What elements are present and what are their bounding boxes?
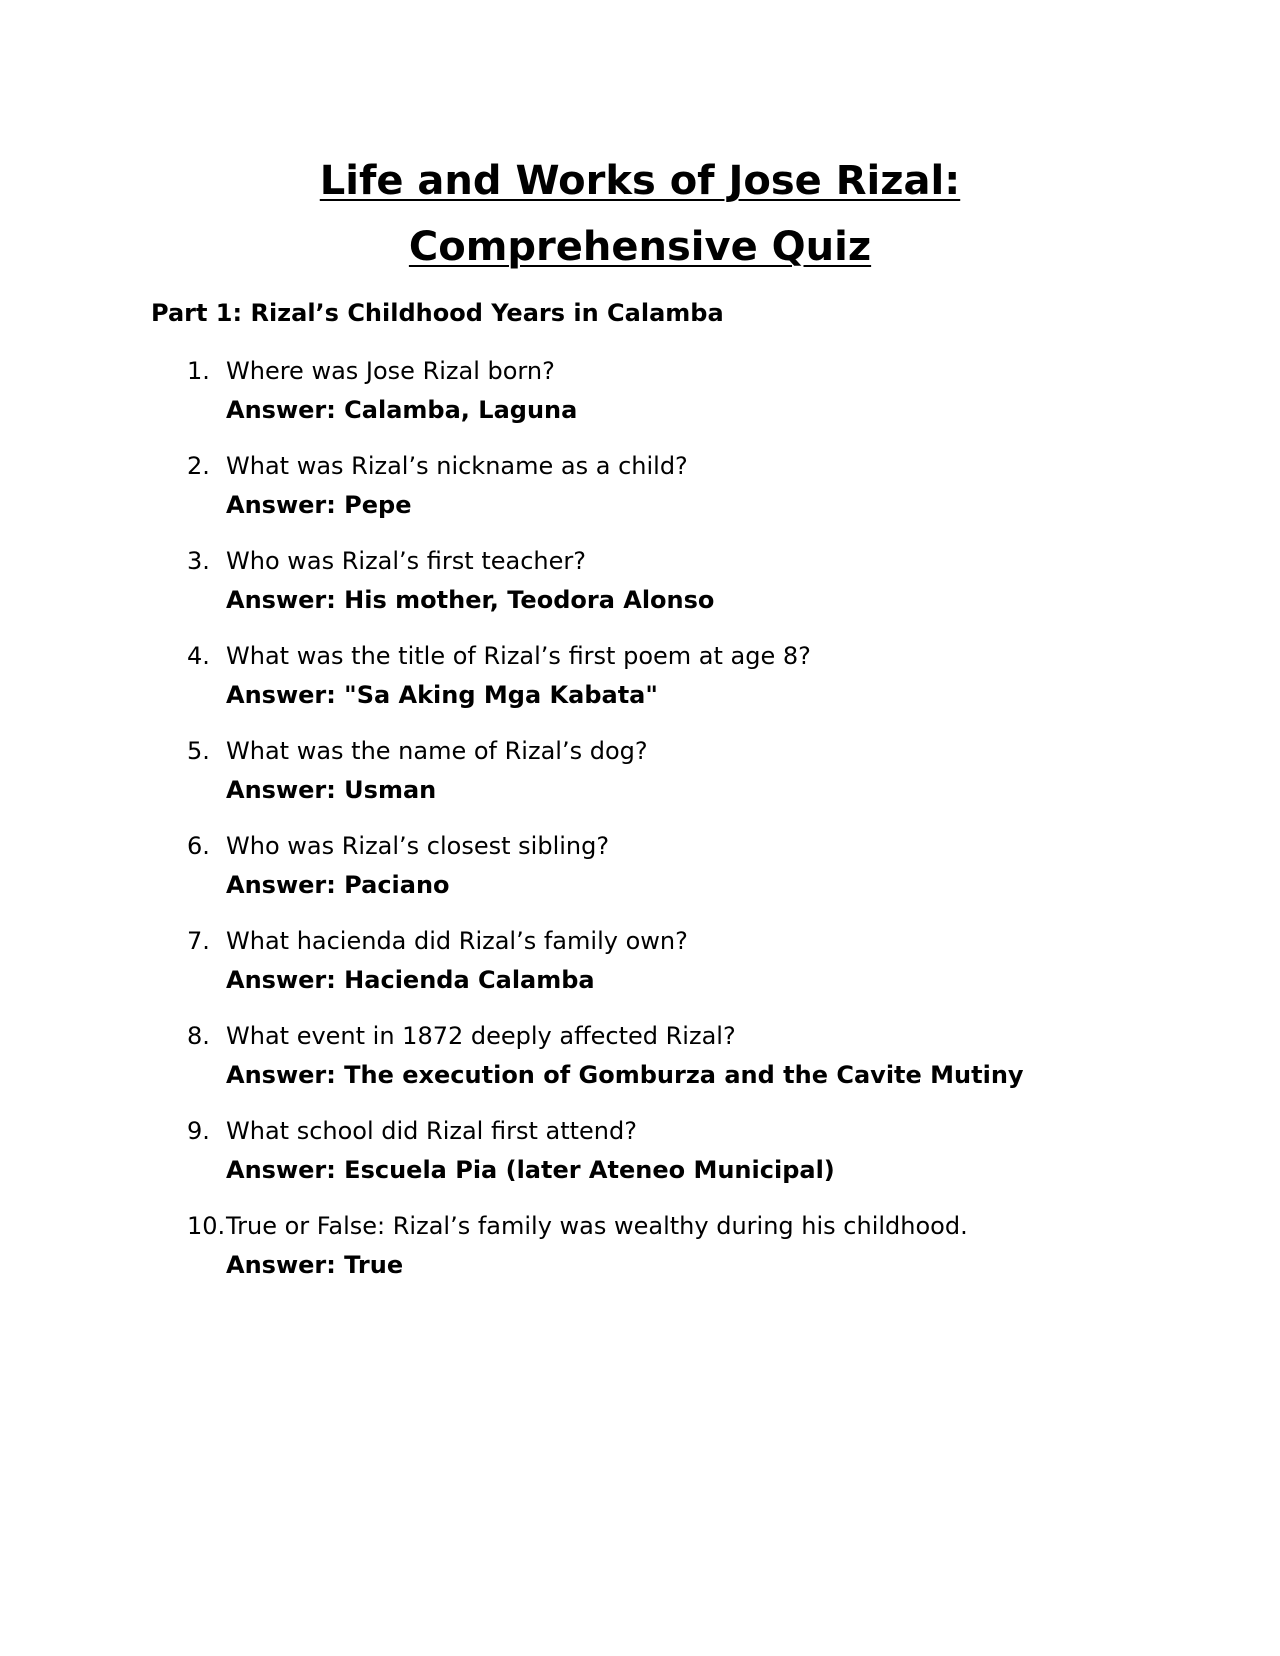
document-title: Life and Works of Jose Rizal: Comprehensive Quiz [319,158,961,270]
question-item-4 [0,637,1280,732]
question-number: 8. [187,1022,210,1050]
question-item-1 [0,352,1280,447]
question-answer: Answer: The execution of Gomburza and the Cavite Mutiny [226,1061,1024,1089]
question-answer: Answer: Escuela Pia (later Ateneo Municipal) [226,1156,835,1184]
question-text: What event in 1872 deeply affected Rizal? [226,1022,736,1050]
question-answer: Answer: Hacienda Calamba [226,966,595,994]
question-list [0,352,1280,1302]
question-item-6 [0,827,1280,922]
question-text: Who was Rizal’s closest sibling? [226,832,610,860]
question-answer: Answer: Calamba, Laguna [226,396,578,424]
question-item-5 [0,732,1280,827]
question-number: 5. [187,737,210,765]
question-answer: Answer: Paciano [226,871,450,899]
question-text: Where was Jose Rizal born? [226,357,555,385]
question-item-2 [0,447,1280,542]
question-text: What school did Rizal first attend? [226,1117,637,1145]
question-item-9 [0,1112,1280,1207]
question-answer: Answer: Usman [226,776,437,804]
question-number: 4. [187,642,210,670]
question-number: 6. [187,832,210,860]
question-answer: Answer: "Sa Aking Mga Kabata" [226,681,658,709]
question-text: What hacienda did Rizal’s family own? [226,927,688,955]
question-item-8 [0,1017,1280,1112]
part-heading: Part 1: Rizal’s Childhood Years in Calamba [151,299,724,327]
question-text: What was the title of Rizal’s first poem at age 8? [226,642,811,670]
question-number: 2. [187,452,210,480]
question-number: 1. [187,357,210,385]
question-text: What was Rizal’s nickname as a child? [226,452,688,480]
question-item-10 [0,1207,1280,1302]
question-item-3 [0,542,1280,637]
question-number: 3. [187,547,210,575]
question-answer: Answer: True [226,1251,404,1279]
question-number: 7. [187,927,210,955]
question-item-7 [0,922,1280,1017]
question-text: What was the name of Rizal’s dog? [226,737,648,765]
question-number: 10. [187,1212,226,1240]
question-answer: Answer: His mother, Teodora Alonso [226,586,715,614]
question-text: True or False: Rizal’s family was wealthy during his childhood. [226,1212,968,1240]
question-answer: Answer: Pepe [226,491,412,519]
question-number: 9. [187,1117,210,1145]
question-text: Who was Rizal’s first teacher? [226,547,586,575]
